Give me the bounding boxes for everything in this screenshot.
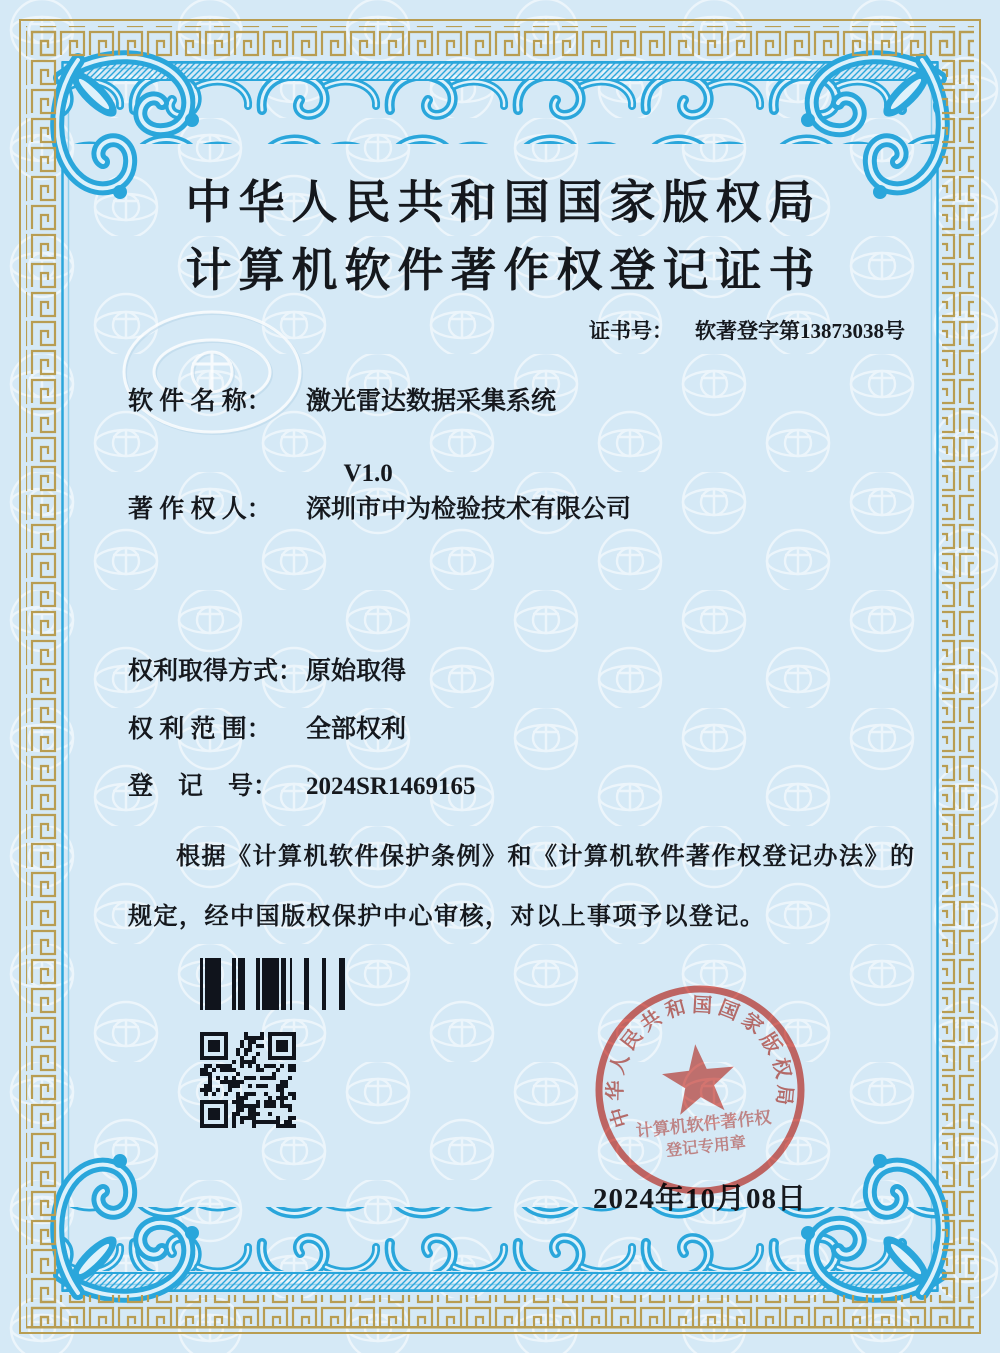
certificate-title-line1: 中华人民共和国国家版权局: [185, 177, 822, 228]
field-label: 著 作 权 人：: [128, 496, 272, 523]
seal-arc-text: 中华人民共和国国家版权局: [604, 994, 796, 1130]
field-row-copyright-owner: [128, 492, 631, 528]
field-label: 权 利 范 围：: [128, 716, 272, 743]
field-row-rights-scope: [128, 712, 406, 748]
issue-date: 2024年10月08日: [592, 1183, 807, 1215]
certificate-title-line2: 计算机软件著作权登记证书: [185, 245, 822, 296]
certificate-number-value: 软著登字第13873038号: [695, 319, 905, 343]
field-value: 深圳市中为检验技术有限公司: [306, 496, 632, 523]
field-value: 激光雷达数据采集系统 V1.0: [306, 388, 557, 487]
barcode-icon: [200, 958, 345, 1010]
field-label: 软 件 名 称：: [128, 388, 272, 415]
star-icon: [659, 1040, 738, 1116]
software-version: V1.0: [343, 460, 393, 487]
field-row-software-name: [128, 384, 556, 492]
statement-line-1: 根据《计算机软件保护条例》和《计算机软件著作权登记办法》的: [176, 844, 916, 870]
field-label: 登 记 号：: [128, 773, 279, 800]
field-value: 原始取得: [306, 658, 407, 685]
seal-subtitle-line: 登记专用章: [665, 1134, 747, 1160]
certificate-number-label: 证书号：: [589, 319, 673, 343]
field-label: 权利取得方式：: [128, 658, 304, 685]
field-row-acquisition-method: [128, 654, 406, 690]
statement-line-2: 规定，经中国版权保护中心审核，对以上事项予以登记。: [128, 904, 766, 930]
official-seal: [588, 978, 812, 1202]
certificate-number-row: [589, 315, 905, 345]
seal-title-line: 计算机软件著作权: [634, 1107, 773, 1141]
field-row-registration-number: [128, 769, 475, 805]
field-value: 全部权利: [306, 716, 407, 743]
qr-code-icon: [200, 1032, 296, 1128]
field-value: 2024SR1469165: [306, 773, 476, 800]
